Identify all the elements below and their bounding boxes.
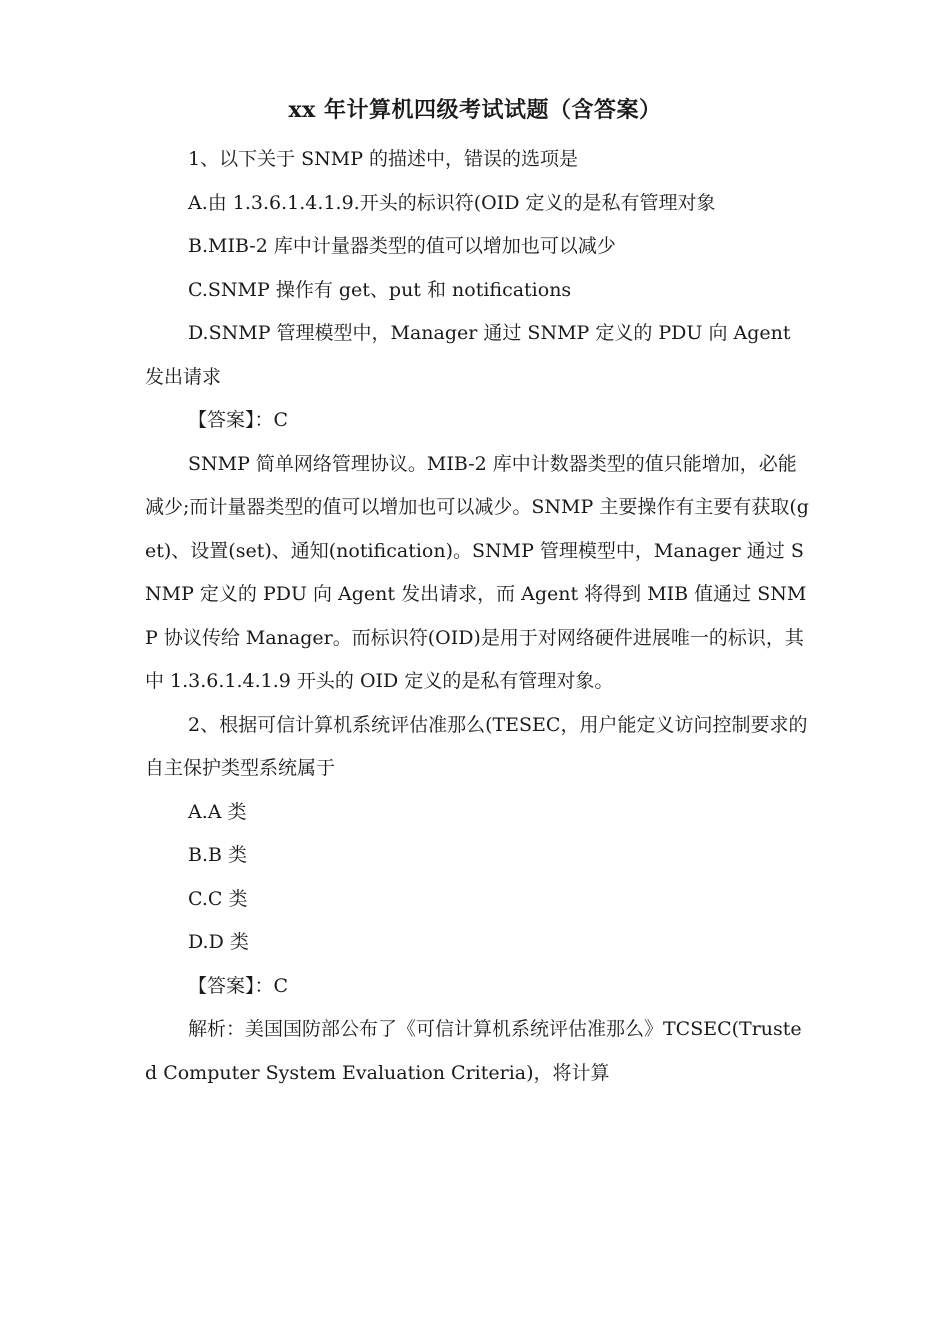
document-title: xx 年计算机四级考试试题（含答案） xyxy=(288,97,662,123)
question-2-option-c: C.C 类 xyxy=(188,887,248,910)
question-2-option-b: B.B 类 xyxy=(188,844,248,866)
question-2-answer: 【答案】：C xyxy=(188,974,289,997)
question-1-explanation: SNMP 简单网络管理协议。MIB-2 库中计数器类型的值只能增加，必能减少;而计量器类型的值可以增加也可以减少。SNMP 主要操作有主要有获取(get)、设置(set)、通知(notification)。SNMP 管理模型中，Manager 通过 SNMP 定义的 PDU 向 Agent 发出请求，而 Agent 将得到 MIB 值通过 SNMP 协议传给 Manager。而标识符(OID)是用于对网络硬件进展唯一的标识，其中 1.3.6.1.4.1.9 开头的 OID 定义的是私有管理对象。 xyxy=(145,452,809,692)
question-2-option-a: A.A 类 xyxy=(188,800,247,823)
question-2-option-d: D.D 类 xyxy=(188,931,249,953)
document-body xyxy=(145,138,810,1095)
question-1-option-a: A.由 1.3.6.1.4.1.9.开头的标识符(OID 定义的是私有管理对象 xyxy=(188,191,716,214)
question-1-option-b: B.MIB-2 库中计量器类型的值可以增加也可以减少 xyxy=(188,235,616,257)
question-1-option-c: C.SNMP 操作有 get、put 和 notifications xyxy=(188,278,572,301)
question-2-explanation: 解析：美国国防部公布了《可信计算机系统评估准那么》TCSEC(Trusted Computer System Evaluation Criteria)，将计算 xyxy=(145,1018,802,1084)
question-1-answer: 【答案】：C xyxy=(188,409,289,431)
question-2-stem: 2、根据可信计算机系统评估准那么(TESEC，用户能定义访问控制要求的自主保护类型系统属于 xyxy=(145,713,808,779)
question-1-stem: 1、以下关于 SNMP 的描述中，错误的选项是 xyxy=(188,148,579,170)
question-1-option-d: D.SNMP 管理模型中，Manager 通过 SNMP 定义的 PDU 向 Agent 发出请求 xyxy=(145,322,791,388)
